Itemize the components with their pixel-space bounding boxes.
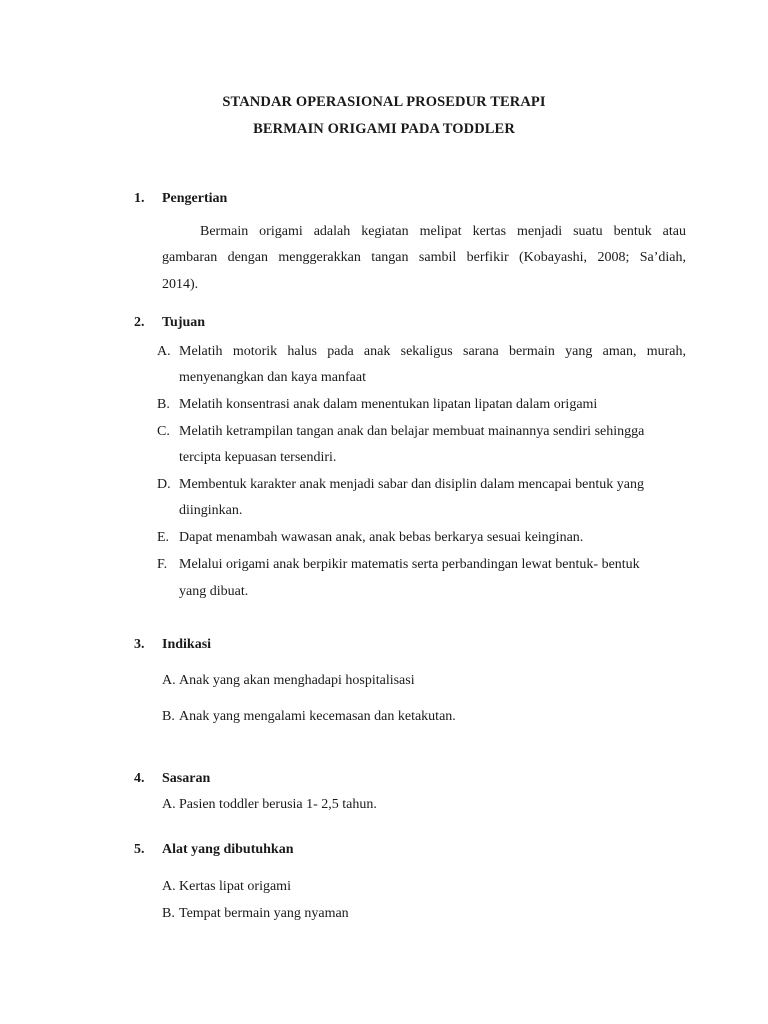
sasaran-item-a-text: Pasien toddler berusia 1- 2,5 tahun.: [179, 797, 377, 812]
tujuan-item-a-line-1: Melatih motorik halus pada anak sekaligus sarana bermain yang aman, murah,: [179, 344, 686, 359]
section-2-number: 2.: [134, 315, 145, 330]
section-1-number: 1.: [134, 191, 145, 206]
pengertian-paragraph-line-2: gambaran dengan menggerakkan tangan sambil berfikir (Kobayashi, 2008; Sa’diah,: [162, 250, 686, 265]
document-title-line-1: STANDAR OPERASIONAL PROSEDUR TERAPI: [222, 94, 546, 110]
document-title-line-2: BERMAIN ORIGAMI PADA TODDLER: [253, 121, 515, 137]
indikasi-item-a-mark: A.: [162, 673, 176, 688]
indikasi-item-a-text: Anak yang akan menghadapi hospitalisasi: [179, 673, 415, 688]
pengertian-paragraph-line-1: Bermain origami adalah kegiatan melipat kertas menjadi suatu bentuk atau: [200, 224, 686, 239]
sasaran-item-a-mark: A.: [162, 797, 176, 812]
alat-item-b-mark: B.: [162, 906, 175, 921]
section-4-title: Sasaran: [162, 771, 211, 786]
section-2-title: Tujuan: [162, 315, 206, 330]
tujuan-item-d-line-1: Membentuk karakter anak menjadi sabar dan disiplin dalam mencapai bentuk yang: [179, 477, 644, 492]
tujuan-item-c-line-2: tercipta kepuasan tersendiri.: [179, 450, 337, 465]
section-4-number: 4.: [134, 771, 145, 786]
alat-item-a-mark: A.: [162, 879, 176, 894]
section-1-title: Pengertian: [162, 191, 228, 206]
section-5-number: 5.: [134, 842, 145, 857]
indikasi-item-b-mark: B.: [162, 709, 175, 724]
tujuan-item-c-line-1: Melatih ketrampilan tangan anak dan belajar membuat mainannya sendiri sehingga: [179, 424, 645, 439]
tujuan-item-f-line-2: yang dibuat.: [179, 584, 249, 599]
alat-item-a-text: Kertas lipat origami: [179, 879, 291, 894]
tujuan-item-b-mark: B.: [157, 397, 170, 412]
alat-item-b-text: Tempat bermain yang nyaman: [179, 906, 349, 921]
tujuan-item-a-mark: A.: [157, 344, 171, 359]
pengertian-paragraph-line-3: 2014).: [162, 277, 199, 292]
tujuan-item-d-line-2: diinginkan.: [179, 503, 243, 518]
tujuan-item-a-line-2: menyenangkan dan kaya manfaat: [179, 370, 366, 385]
section-1-heading: [134, 191, 227, 207]
section-5-title: Alat yang dibutuhkan: [162, 842, 294, 857]
tujuan-item-e-line-1: Dapat menambah wawasan anak, anak bebas berkarya sesuai keinginan.: [179, 530, 584, 545]
section-3-title: Indikasi: [162, 637, 212, 652]
tujuan-item-e-mark: E.: [157, 530, 170, 545]
section-3-number: 3.: [134, 637, 145, 652]
section-5-heading: [134, 842, 294, 858]
tujuan-item-c-mark: C.: [157, 424, 170, 439]
tujuan-item-f-line-1: Melalui origami anak berpikir matematis serta perbandingan lewat bentuk- bentuk: [179, 557, 640, 572]
indikasi-item-b-text: Anak yang mengalami kecemasan dan ketakutan.: [179, 709, 456, 724]
section-3-heading: [134, 637, 211, 653]
section-4-heading: [134, 771, 210, 787]
section-2-heading: [134, 315, 205, 331]
tujuan-item-f-mark: F.: [157, 557, 168, 572]
tujuan-item-b-line-1: Melatih konsentrasi anak dalam menentukan lipatan lipatan dalam origami: [179, 397, 598, 412]
tujuan-item-d-mark: D.: [157, 477, 171, 492]
